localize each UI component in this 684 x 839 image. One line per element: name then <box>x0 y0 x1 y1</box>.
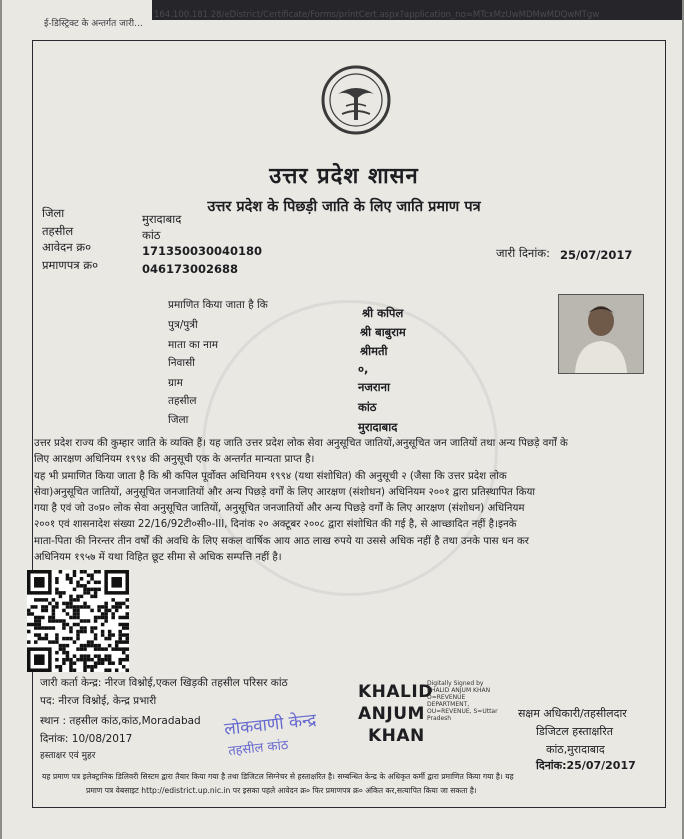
issuer-place: स्थान : तहसील कांठ,कांठ,Moradabad <box>40 715 201 727</box>
signer-name-line2: ANJUM <box>358 704 425 724</box>
resident-label: निवासी <box>168 357 195 369</box>
issuer-post: पद: नीरज विश्नोई, केन्द्र प्रभारी <box>40 695 157 707</box>
certificate-label: प्रमाणपत्र क्र० <box>42 258 99 272</box>
district-value: मुरादाबाद <box>142 212 182 226</box>
resident-value: ०, <box>358 362 369 376</box>
document-subtitle: उत्तर प्रदेश के पिछड़ी जाति के लिए जाति प्रमाण पत्र <box>207 199 481 215</box>
signer-name-line3: KHAN <box>368 726 425 746</box>
village-value: नजराना <box>358 380 390 394</box>
mother-name: श्रीमती <box>360 344 388 358</box>
footer-note-1: यह प्रमाण पत्र इलेक्ट्रानिक डिलिवरी सिस्टम द्वारा तैयार किया गया है तथा डिजिटल सिग्नेचर से हस्ताक्षरित है। सम्बन्धित केन्द्र के अधिकृत कर्मी द्वारा प्रमाणित किया गया है। यह <box>42 772 514 781</box>
village-label: ग्राम <box>168 377 183 389</box>
sign-and-seal-label: हस्ताक्षर एवं मुहर <box>40 751 96 761</box>
center-stamp-tehsil: तहसील कांठ <box>227 737 290 760</box>
issuer-date: दिनांक: 10/08/2017 <box>40 733 133 745</box>
issue-date-value: 25/07/2017 <box>560 248 633 262</box>
applicant-photo <box>558 294 644 374</box>
body-line: गया है एवं जो उ०प्र० लोक सेवा अनुसूचित जातियों, अनुसूचित जनजातियों और अन्य पिछड़े वर्गों के लिए आरक्षण (संशोधन) अधिनियम <box>34 503 525 515</box>
application-number: 171350030040180 <box>142 244 263 258</box>
body-line: लिए आरक्षण अधिनियम १९९४ की अनुसूची एक के अन्तर्गत मान्यता प्राप्त है। <box>34 454 315 466</box>
issuer-center: जारी कर्ता केन्द्र: नीरज विश्नोई,एकल खिड़की तहसील परिसर कांठ <box>40 677 288 689</box>
person-name: श्री कपिल <box>362 306 404 320</box>
certificate-number: 046173002688 <box>142 262 239 276</box>
tehsil-value: कांठ <box>142 228 161 242</box>
digital-signature-details: Digitally Signed by KHALID ANJUM KHAN O=REVENUE DEPARTMENT, OU=REVENUE, S=Uttar Pradesh <box>427 680 498 722</box>
certificate-body <box>34 436 654 566</box>
authority-place: कांठ,मुरादाबाद <box>546 743 605 756</box>
person-district-value: मुरादाबाद <box>358 420 398 434</box>
authority-title: सक्षम अधिकारी/तहसीलदार <box>518 707 627 720</box>
document-title: उत्तर प्रदेश शासन <box>269 164 419 189</box>
tehsil-label: तहसील <box>42 224 74 238</box>
up-government-emblem-icon <box>318 64 394 136</box>
qr-code <box>27 570 129 672</box>
person-district-label: जिला <box>168 414 189 426</box>
body-line: उत्तर प्रदेश राज्य की कुम्हार जाति के व्यक्ति हैं। यह जाति उत्तर प्रदेश लोक सेवा अनुसूचित जातियों,अनुसूचित जन जातियों तथा अन्य पिछड़े वर्गों के <box>34 438 568 449</box>
browser-title: ई-डिस्ट्रिक्ट के अन्तर्गत जारी... <box>44 19 143 29</box>
district-label: जिला <box>42 206 65 220</box>
center-stamp: लोकवाणी केन्द्र <box>223 710 318 740</box>
mother-label: माता का नाम <box>168 339 218 351</box>
body-line: अधिनियम १९५७ में यथा विहित छूट सीमा से अधिक सम्पत्ति नहीं है। <box>34 552 282 564</box>
body-line: सेवा)अनुसूचित जातियों, अनुसूचित जनजातियों और अन्य पिछड़े वर्गों के लिए आरक्षण (संशोधन) अधिनियम २००१ द्वारा प्रतिस्थापित किया <box>34 486 536 498</box>
browser-url[interactable]: 164.100.181.28/eDistrict/Certificate/Forms/printCert.aspx?application_no=MTcxMzUwMDMwMDQwMTgw <box>154 10 600 20</box>
authority-sign-type: डिजिटल हस्ताक्षरित <box>536 725 613 738</box>
person-tehsil-value: कांठ <box>358 400 377 414</box>
authority-date: दिनांक:25/07/2017 <box>536 759 636 772</box>
relation-label: पुत्र/पुत्री <box>168 319 198 331</box>
certify-label: प्रमाणित किया जाता है कि <box>168 299 268 311</box>
body-line: २००१ एवं शासनादेश संख्या 22/16/92टी०सी०-III, दिनांक २० अक्टूबर २००८ द्वारा संशोधित की गई है, से आच्छादित नहीं है।इनके <box>34 519 517 531</box>
issue-date-label: जारी दिनांक: <box>496 246 551 260</box>
signer-name-line1: KHALID <box>358 682 433 702</box>
person-tehsil-label: तहसील <box>168 395 197 407</box>
body-line: माता-पिता की निरन्तर तीन वर्षों की अवधि के लिए सकल वार्षिक आय आठ लाख रुपये या उससे अधिक नहीं है तथा उनके पास धन कर <box>34 535 529 547</box>
application-label: आवेदन क्र० <box>42 240 92 254</box>
browser-header <box>8 6 678 40</box>
father-name: श्री बाबुराम <box>360 325 406 339</box>
footer-note-2: प्रमाण पत्र वेबसाइट http://edistrict.up.nic.in पर इसका पहले आवेदन क्र० फिर प्रमाणपत्र क्र० अंकित कर,सत्यापित किया जा सकता है। <box>86 786 477 795</box>
body-line: यह भी प्रमाणित किया जाता है कि श्री कपिल पूर्वोक्त अधिनियम १९९४ (यथा संशोधित) की अनुसूची २ (जैसा कि उत्तर प्रदेश लोक <box>34 470 507 482</box>
certificate-sheet <box>2 0 682 839</box>
